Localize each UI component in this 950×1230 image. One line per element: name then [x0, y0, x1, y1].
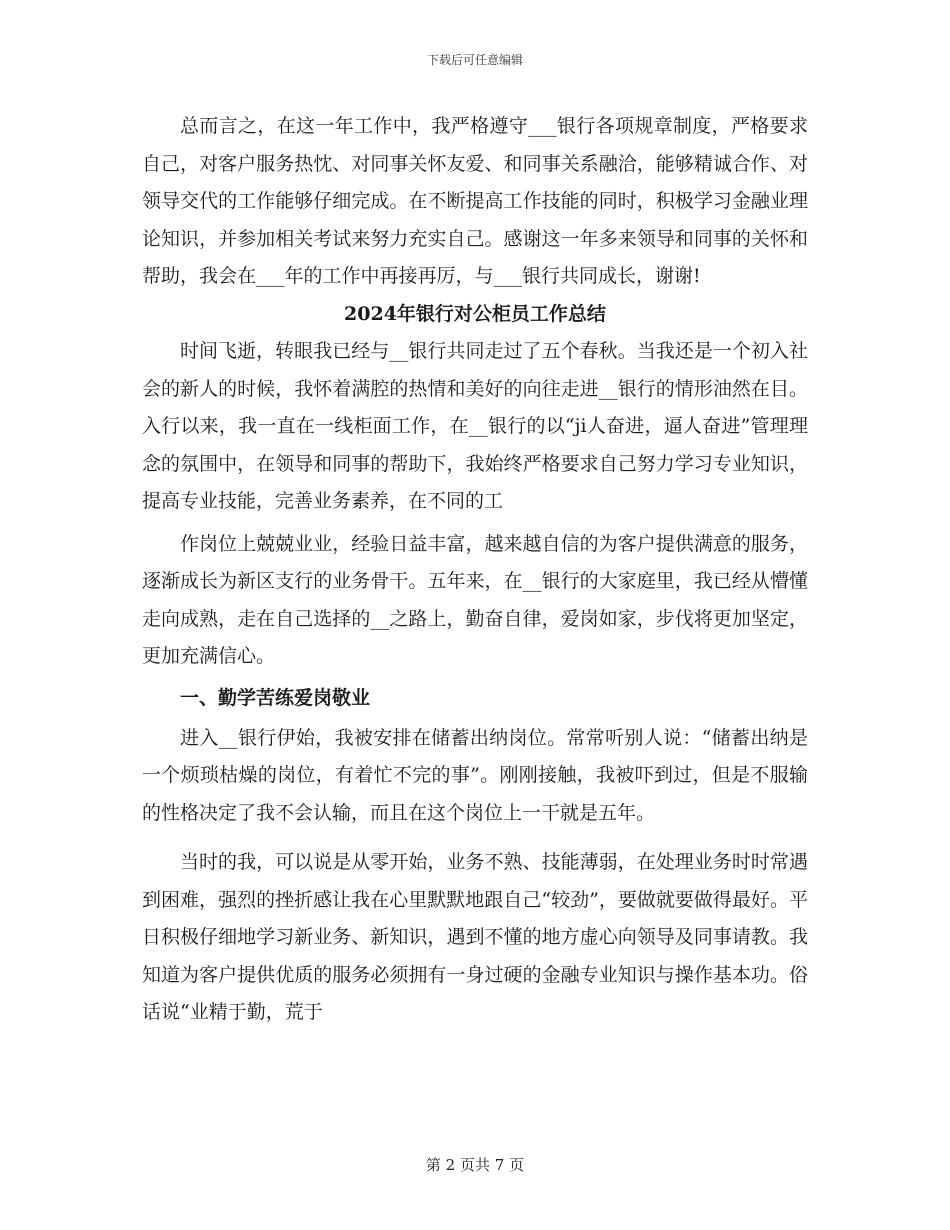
paragraph-learning: 当时的我，可以说是从零开始，业务不熟、技能薄弱，在处理业务时时常遇到困难，强烈的挫折感让我在心里默默地跟自己“较劲”，要做就要做得最好。平日积极仔细地学习新业务、新知识，遇到不懂的地方虚心向领导及同事请教。我知道为客户提供优质的服务必须拥有一身过硬的金融专业知识与操作基本功。俗话说“业精于勤，荒于: [142, 851, 808, 1023]
page-footer: 第 2 页共 7 页: [425, 1156, 525, 1174]
page-header: 下载后可任意编辑: [426, 53, 523, 67]
paragraph-summary: 总而言之，在这一年工作中，我严格遵守___银行各项规章制度，严格要求自己，对客户服务热忱、对同事关怀友爱、和同事关系融洽，能够精诚合作、对领导交代的工作能够仔细完成。在不断提高工作技能的同时，积极学习金融业理论知识，并参加相关考试来努力充实自己。感谢这一年多来领导和同事的关怀和帮助，我会在___年的工作中再接再厉，与___银行共同成长，谢谢!: [142, 115, 808, 287]
paragraph-cashier: 进入__银行伊始，我被安排在储蓄出纳岗位。常常听别人说：“储蓄出纳是一个烦琐枯燥的岗位，有着忙不完的事”。刚刚接触，我被吓到过，但是不服输的性格决定了我不会认输，而且在这个岗位上一干就是五年。: [142, 726, 808, 824]
paragraph-growth: 作岗位上兢兢业业，经验日益丰富，越来越自信的为客户提供满意的服务，逐渐成长为新区支行的业务骨干。五年来，在__银行的大家庭里，我已经从懵懂走向成熟，走在自己选择的__之路上，勤奋自律，爱岗如家，步伐将更加坚定，更加充满信心。: [142, 532, 808, 667]
paragraph-intro: 时间飞逝，转眼我已经与__银行共同走过了五个春秋。当我还是一个初入社会的新人的时候，我怀着满腔的热情和美好的向往走进__银行的情形油然在目。入行以来，我一直在一线柜面工作，在__银行的以“ji人奋进，逼人奋进”管理理念的氛围中，在领导和同事的帮助下，我始终严格要求自己努力学习专业知识，提高专业技能，完善业务素养，在不同的工: [142, 340, 808, 512]
document-body: [142, 108, 808, 1032]
section-heading: 一、勤学苦练爱岗敬业: [180, 686, 371, 709]
document-title: 2024年银行对公柜员工作总结: [344, 302, 606, 325]
